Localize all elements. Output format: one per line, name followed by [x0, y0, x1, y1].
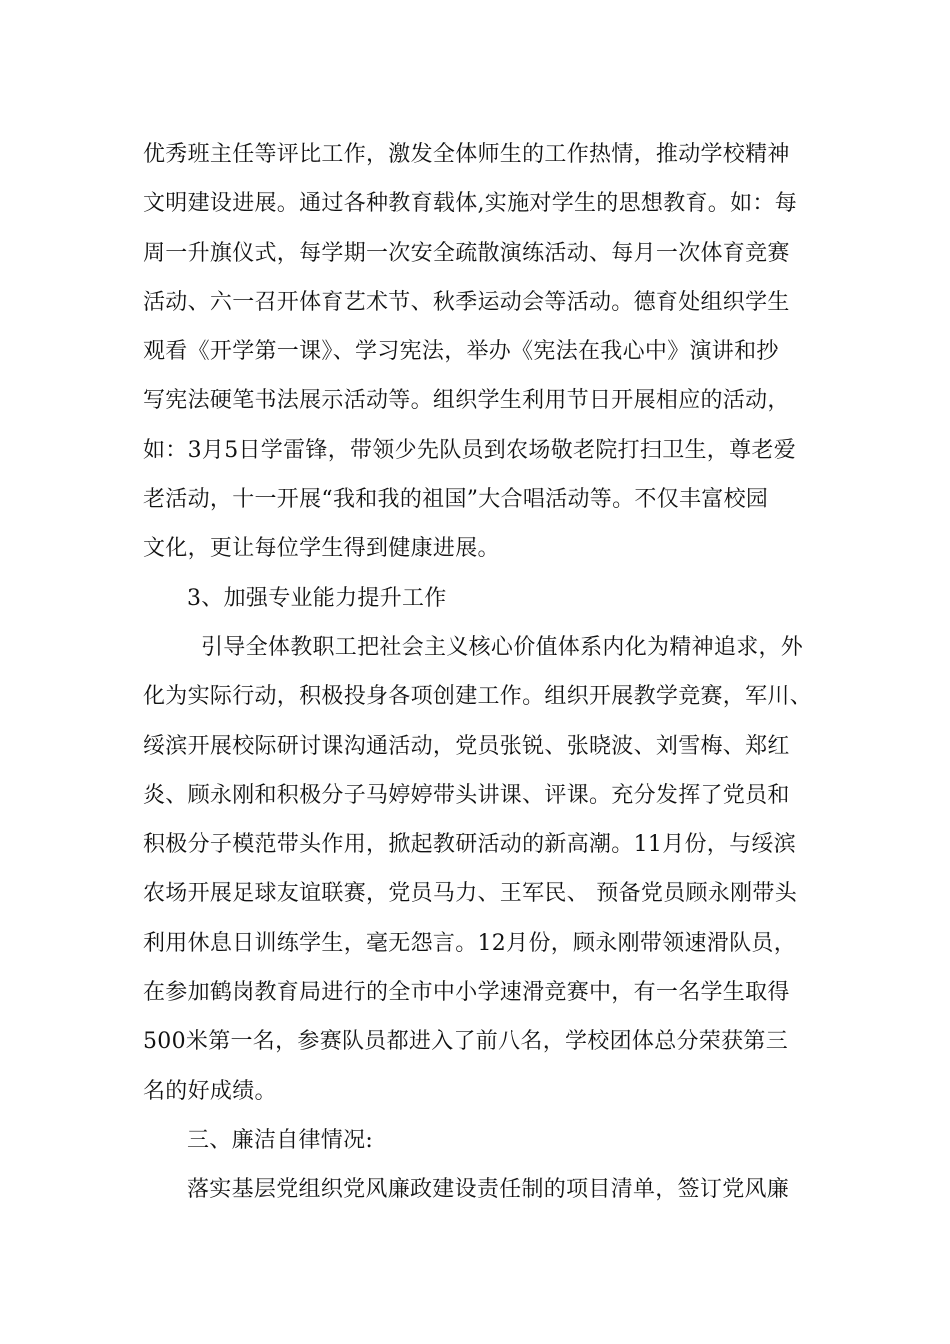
paragraph-line: 老活动，十一开展“我和我的祖国”大合唱活动等。不仅丰富校园: [143, 487, 769, 513]
paragraph-line: 化为实际行动，积极投身各项创建工作。组织开展教学竞赛，军川、: [143, 684, 813, 710]
paragraph-line: 落实基层党组织党风廉政建设责任制的项目清单，签订党风廉: [187, 1177, 790, 1203]
paragraph-line: 写宪法硬笔书法展示活动等。组织学生利用节日开展相应的活动，: [143, 388, 790, 414]
paragraph-line: 引导全体教职工把社会主义核心价值体系内化为精神追求，外: [201, 634, 804, 660]
section-heading: 三、廉洁自律情况:: [187, 1127, 374, 1153]
section-heading: 3、加强专业能力提升工作: [187, 585, 447, 611]
paragraph-line: 在参加鹤岗教育局进行的全市中小学速滑竞赛中，有一名学生取得: [143, 980, 790, 1006]
paragraph-line: 500米第一名，参赛队员都进入了前八名，学校团体总分荣获第三: [143, 1029, 788, 1055]
paragraph-line: 周一升旗仪式，每学期一次安全疏散演练活动、每月一次体育竞赛: [143, 240, 790, 266]
paragraph-line: 活动、六一召开体育艺术节、秋季运动会等活动。德育处组织学生: [143, 289, 790, 315]
document-body: [143, 130, 813, 1215]
paragraph-line: 观看《开学第一课》、学习宪法，举办《宪法在我心中》演讲和抄: [143, 339, 779, 365]
paragraph-line: 文化，更让每位学生得到健康进展。: [143, 536, 500, 562]
paragraph-line: 积极分子模范带头作用，掀起教研活动的新高潮。11月份，与绥滨: [143, 832, 796, 858]
paragraph-line: 农场开展足球友谊联赛，党员马力、王军民、 预备党员顾永刚带头: [143, 881, 797, 907]
paragraph-line: 绥滨开展校际研讨课沟通活动，党员张锐、张晓波、刘雪梅、郑红: [143, 733, 790, 759]
paragraph-line: 如：3月5日学雷锋，带领少先队员到农场敬老院打扫卫生，尊老爱: [143, 437, 796, 463]
paragraph-line: 炎、顾永刚和积极分子马婷婷带头讲课、评课。充分发挥了党员和: [143, 782, 790, 808]
paragraph-line: 名的好成绩。: [143, 1078, 277, 1104]
paragraph-line: 文明建设进展。通过各种教育载体,实施对学生的思想教育。如：每: [143, 191, 797, 217]
paragraph-line: 优秀班主任等评比工作，激发全体师生的工作热情，推动学校精神: [143, 142, 790, 167]
paragraph-line: 利用休息日训练学生，毫无怨言。12月份，顾永刚带领速滑队员，: [143, 930, 796, 956]
